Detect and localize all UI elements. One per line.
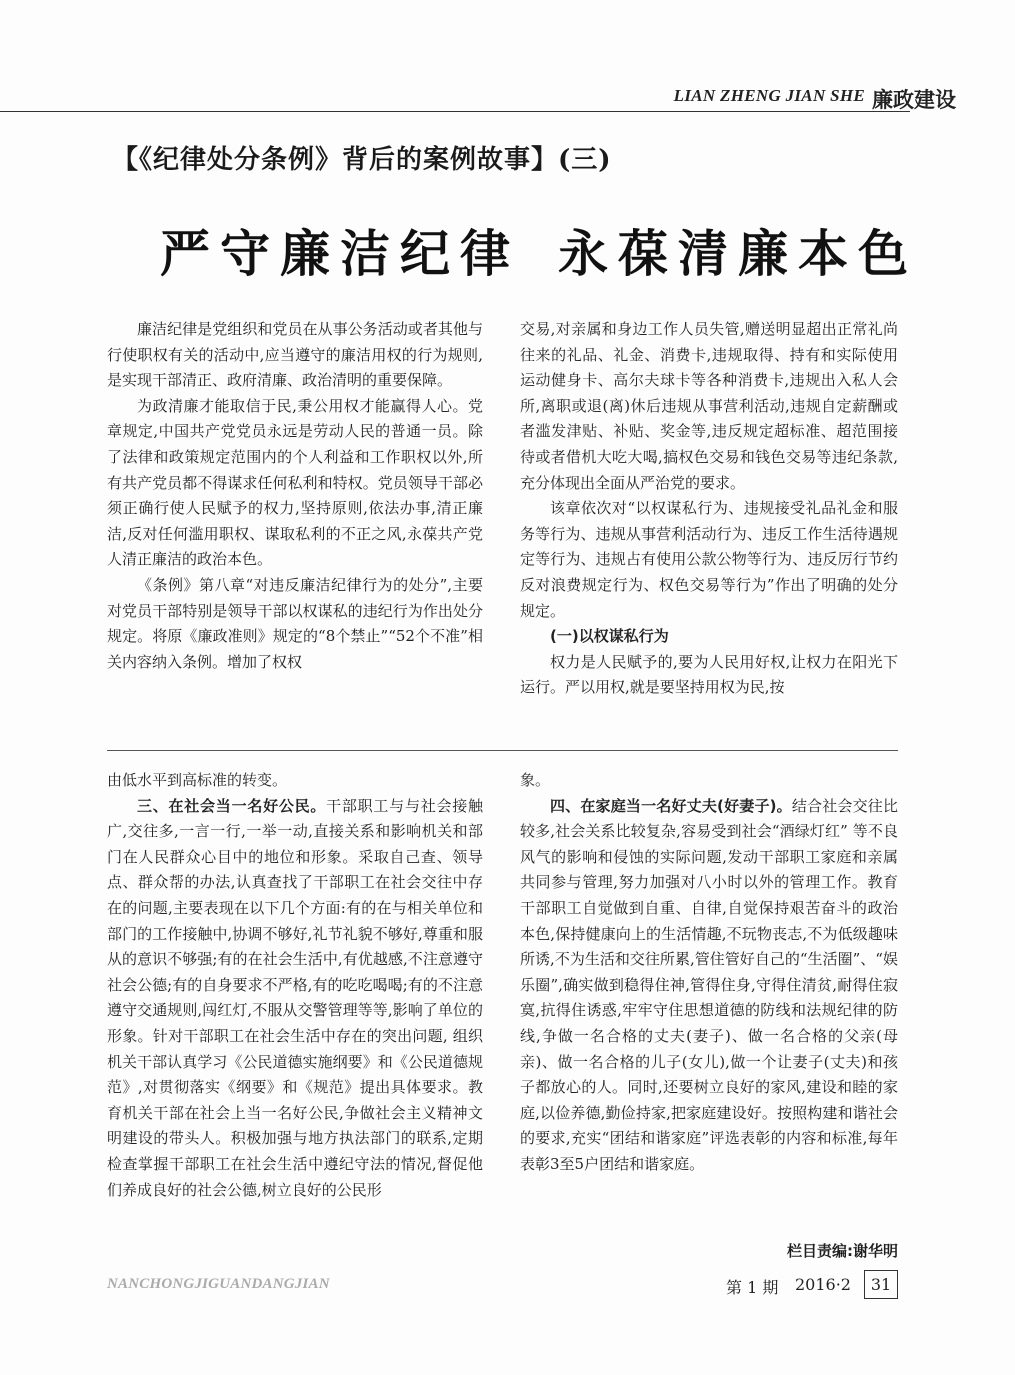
bottom-left-column: [107, 768, 483, 1203]
footer-date: 2016·2: [795, 1275, 851, 1294]
footer-issue: 第 1 期: [726, 1278, 779, 1297]
paragraph: 为政清廉才能取信于民,秉公用权才能赢得人心。党章规定,中国共产党党员永远是劳动人民的普通一员。除了法律和政策规定范围内的个人利益和工作职权以外,所有共产党员都不得谋求任何私利和特权。党员领导干部必须正确行使人民赋予的权力,坚持原则,依法办事,清正廉洁,反对任何滥用职权、谋取私利的不正之风,永葆共产党人清正廉洁的政治本色。: [107, 396, 483, 569]
paragraph: 象。: [520, 771, 551, 789]
subheading: (一)以权谋私行为: [550, 627, 669, 646]
paragraph: 《条例》第八章“对违反廉洁纪律行为的处分”,主要对党员干部特别是领导干部以权谋私的违纪行为作出处分规定。将原《廉政准则》规定的“8个禁止”“52个不准”相关内容纳入条例。增加了权权: [107, 575, 483, 671]
paragraph-body: 干部职工与与社会接触广,交往多,一言一行,一举一动,直接关系和影响机关和部门在人民群众心目中的地位和形象。采取自己查、领导点、群众帮的办法,认真查找了干部职工在社会交往中存在的问题,主要表现在以下几个方面:有的在与相关单位和部门的工作接触中,协调不够好,礼节礼貌不够好,尊重和服从的意识不够强;有的在社会生活中,有优越感,不注意遵守社会公德;有的自身要求不严格,有的吃吃喝喝;有的不注意遵守交通规则,闯红灯,不服从交警管理等等,影响了单位的形象。针对干部职工在社会生活中存在的突出问题, 组织机关干部认真学习《公民道德实施纲要》和《公民道德规范》,对贯彻落实《纲要》和《规范》提出具体要求。教育机关干部在社会上当一名好公民,争做社会主义精神文明建设的带头人。积极加强与地方执法部门的联系,定期检查掌握干部职工在社会生活中遵纪守法的情况,督促他们养成良好的社会公德,树立良好的公民形: [107, 796, 483, 1199]
paragraph: 权力是人民赋予的,要为人民用好权,让权力在阳光下运行。严以用权,就是要坚持用权为民,按: [520, 652, 898, 697]
footer-publication-name: NANCHONGJIGUANDANGJIAN: [107, 1276, 330, 1292]
top-left-column: [107, 317, 483, 675]
series-title: 【《纪律处分条例》背后的案例故事】(三): [112, 145, 612, 175]
header-pinyin-title: LIAN ZHENG JIAN SHE: [673, 86, 865, 105]
paragraph: 该章依次对“以权谋私行为、违规接受礼品礼金和服务等行为、违规从事营利活动行为、违反工作生活待遇规定等行为、违规占有使用公款公物等行为、违反厉行节约反对浪费规定行为、权色交易等行为”作出了明确的处分规定。: [520, 499, 898, 620]
section-divider: [107, 750, 898, 751]
paragraph: 由低水平到高标准的转变。: [107, 771, 288, 789]
paragraph-body: 结合社会交往比较多,社会关系比较复杂,容易受到社会“酒绿灯红” 等不良风气的影响和侵蚀的实际问题,发动干部职工家庭和亲属共同参与管理,努力加强对八小时以外的管理工作。教育干部职工自觉做到自重、自律,自觉保持艰苦奋斗的政治本色,保持健康向上的生活情趣,不玩物丧志,不为低级趣味所诱,不为生活和交往所累,管住管好自己的“生活圈”、“娱乐圈”,确实做到稳得住神,管得住身,守得住清贫,耐得住寂寞,抗得住诱惑,牢牢守住思想道德的防线和法规纪律的防线,争做一名合格的丈夫(妻子)、做一名合格的父亲(母亲)、做一名合格的儿子(女儿),做一个让妻子(丈夫)和孩子都放心的人。同时,还要树立良好的家风,建设和睦的家庭,以俭养德,勤俭持家,把家庭建设好。按照构建和谐社会的要求,充实“团结和谐家庭”评选表彰的内容和标准,每年表彰3至5户团结和谐家庭。: [520, 796, 898, 1173]
top-right-column: [520, 317, 898, 701]
header-rule: [0, 111, 910, 112]
column-editor: 栏目责编:谢华明: [787, 1242, 898, 1260]
headline-part-1: 严守廉洁纪律: [160, 224, 520, 283]
paragraph: 廉洁纪律是党组织和党员在从事公务活动或者其他与行使职权有关的活动中,应当遵守的廉洁用权的行为规则,是实现干部清正、政府清廉、政治清明的重要保障。: [107, 320, 483, 390]
article-headline: [160, 214, 918, 286]
bottom-right-column: [520, 768, 898, 1178]
headline-part-2: 永葆清廉本色: [558, 224, 918, 283]
page-number: 31: [864, 1270, 898, 1299]
header-column-title: 廉政建设: [872, 88, 956, 112]
paragraph: 交易,对亲属和身边工作人员失管,赠送明显超出正常礼尚往来的礼品、礼金、消费卡,违规取得、持有和实际使用运动健身卡、高尔夫球卡等各种消费卡,违规出入私人会所,离职或退(离)休后违规从事营利活动,违规自定薪酬或者滥发津贴、补贴、奖金等,违反规定超标准、超范围接待或者借机大吃大喝,搞权色交易和钱色交易等违纪条款,充分体现出全面从严治党的要求。: [520, 320, 898, 492]
paragraph: [520, 794, 898, 1178]
section-lead: 三、在社会当一名好公民。: [137, 796, 327, 815]
section-lead: 四、在家庭当一名好丈夫(好妻子)。: [550, 796, 792, 815]
paragraph: [107, 794, 483, 1204]
